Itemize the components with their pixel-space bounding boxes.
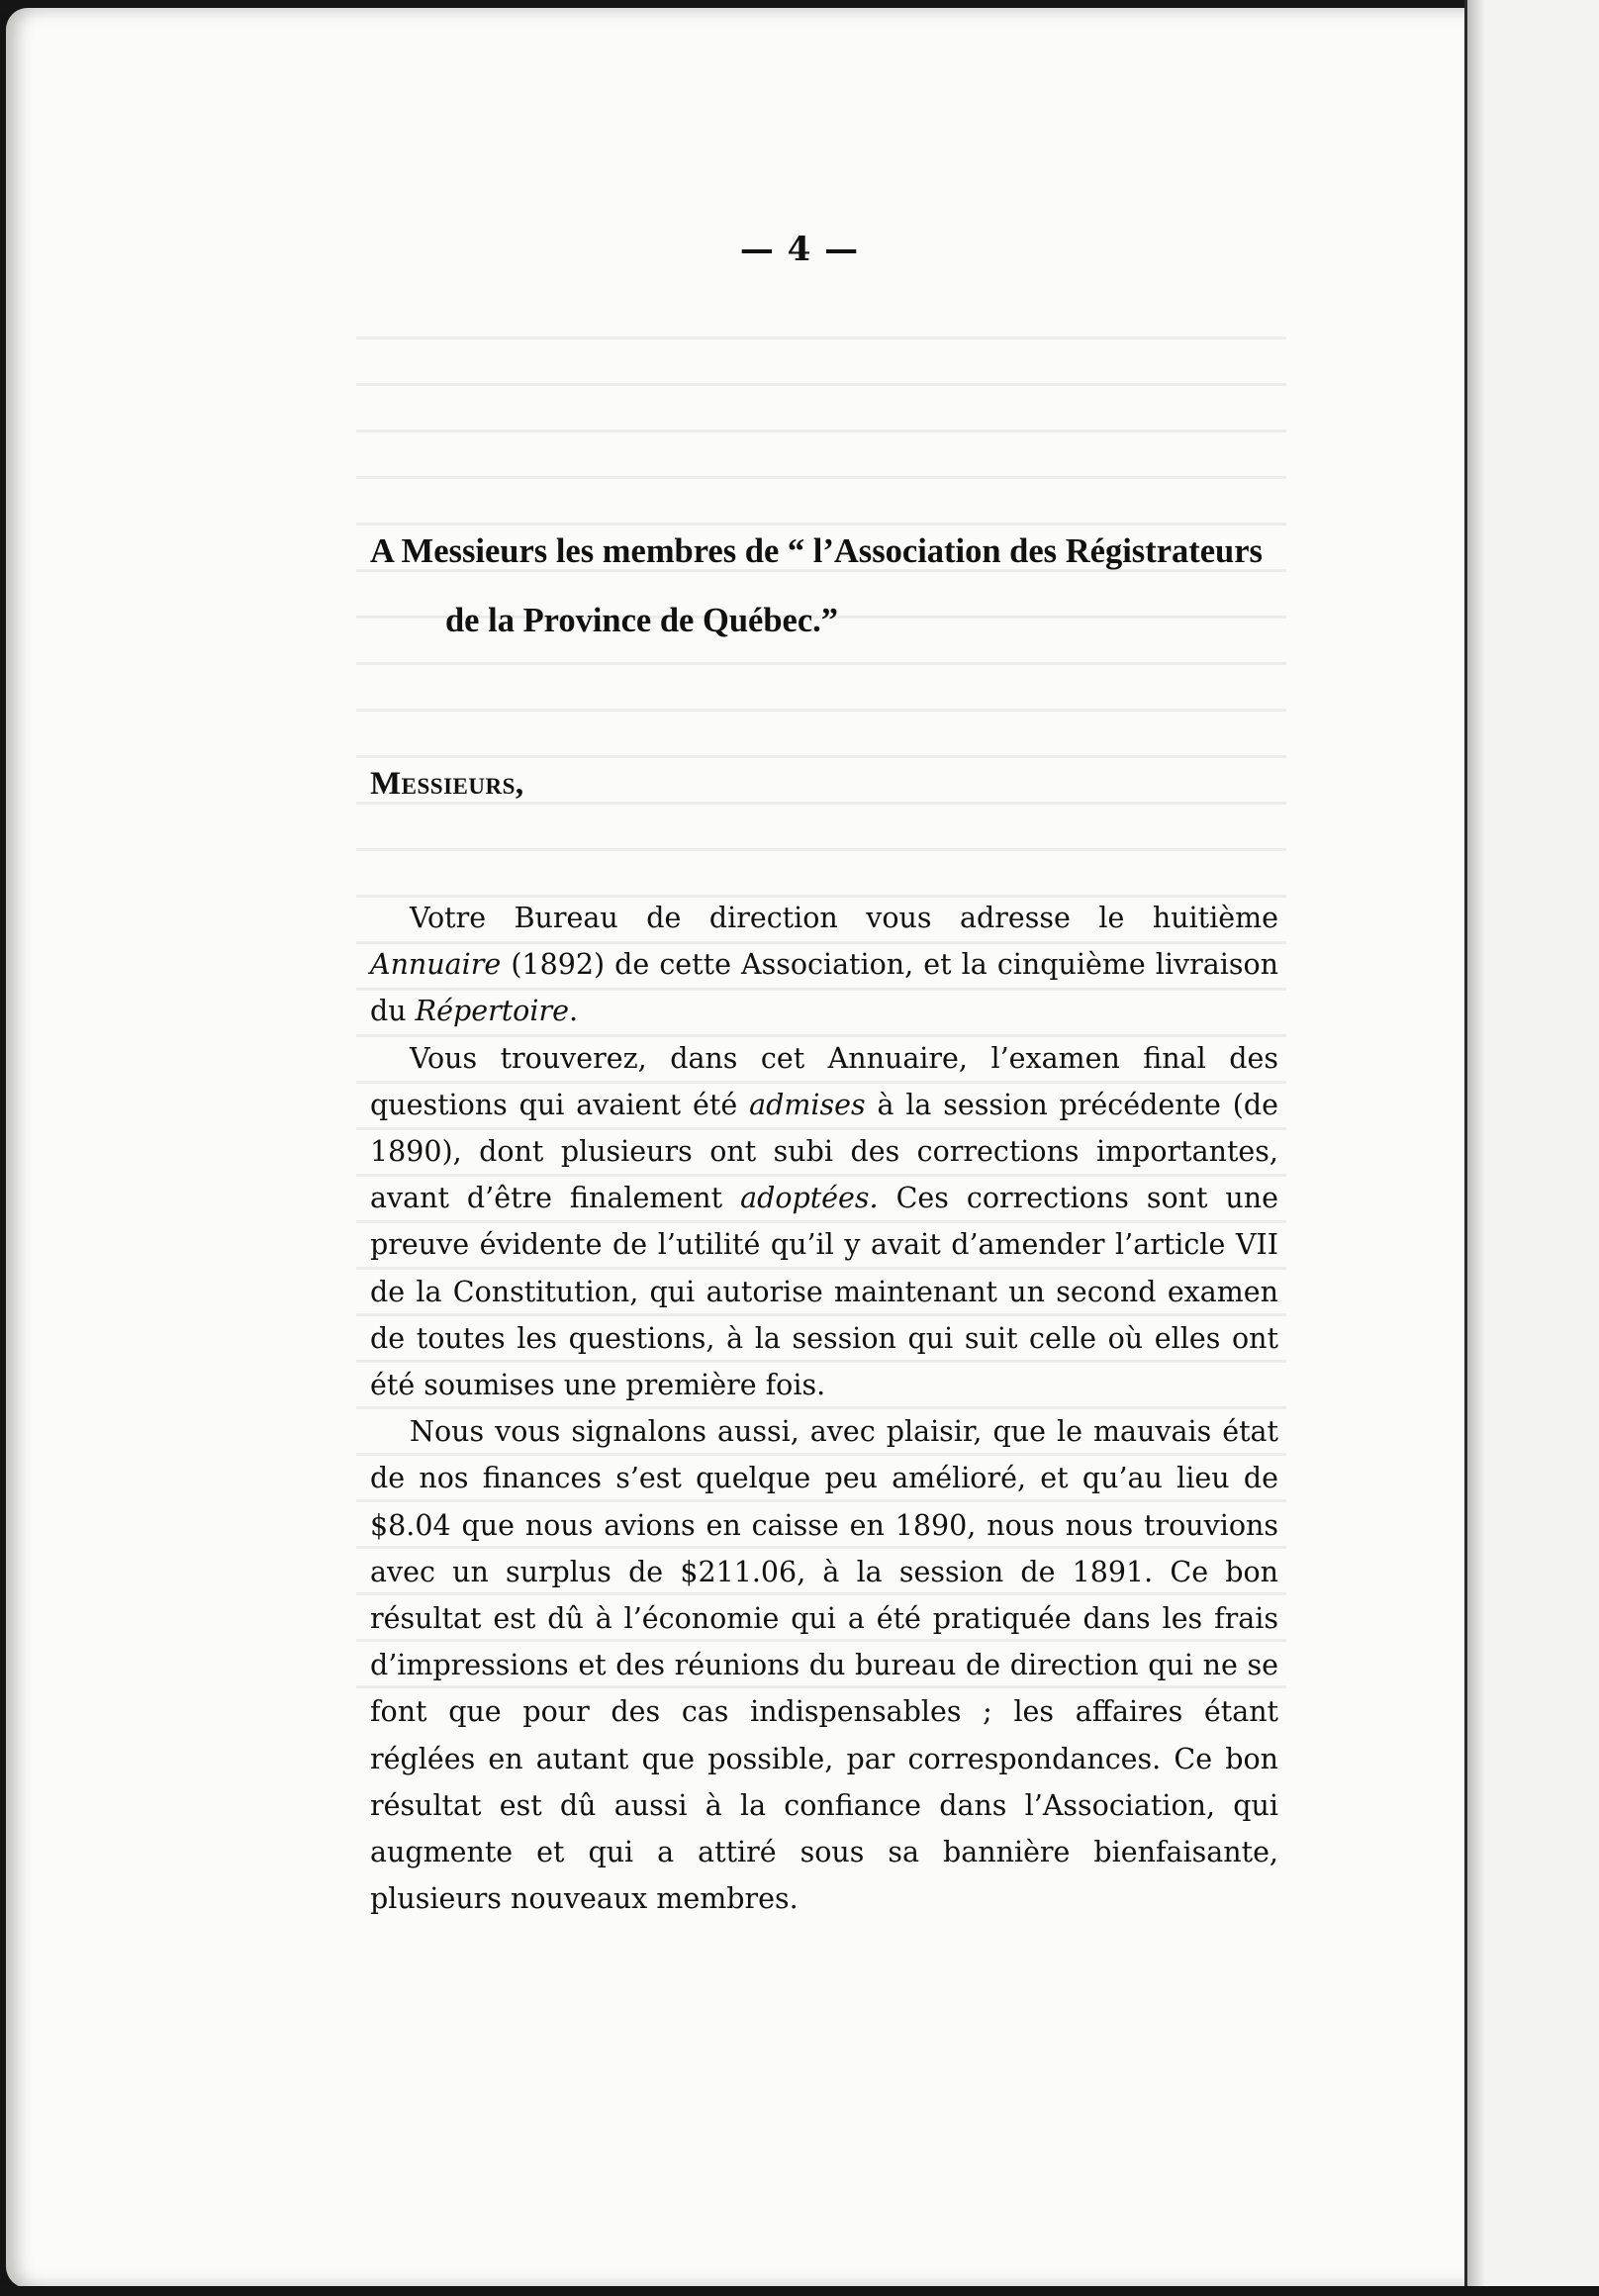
paragraph-1-italic-annuaire: Annuaire bbox=[370, 948, 502, 982]
paragraph-1 bbox=[370, 895, 1278, 1035]
paragraph-2 bbox=[370, 1035, 1278, 1409]
paragraph-2-text-c: Ces corrections sont une preuve évidente de l’utilité qu’il y avait d’amender l’article VII de la Constitution, qui autorise maintenant un second examen de toutes les questions, à la session qui suit celle où elles ont été soumises une première fois. bbox=[370, 1182, 1279, 1402]
paragraph-2-text-b: à la session précédente (de 1890), dont plusieurs ont subi des corrections importantes, avant d’être finalement bbox=[370, 1088, 1278, 1215]
paragraph-1-text-a: Votre Bureau de direction vous adresse le huitième bbox=[410, 902, 1278, 934]
scan-bottom-edge bbox=[0, 2286, 1599, 2296]
page-fold-shadow bbox=[1467, 0, 1485, 2296]
paragraph-1-italic-repertoire: Répertoire bbox=[415, 995, 569, 1028]
address-line-2: de la Province de Québec.” bbox=[445, 602, 839, 639]
paragraph-3-text: Nous vous signalons aussi, avec plaisir, que le mauvais état de nos finances s’est quelque peu amélioré, et qu’au lieu de $8.04 que nous avions en caisse en 1890, nous nous trouvions avec un surplus de $211.06, à la session de 1891. Ce bon résultat est dû à l’économie qui a été pratiquée dans les frais d’impressions et des réunions du bureau de direction qui ne se font que pour des cas indispensables ; les affaires étant réglées en autant que possible, par correspondances. Ce bon résultat est dû aussi à la confiance dans l’Association, qui augmente et qui a attiré sous sa bannière bienfaisante, plusieurs nouveaux membres. bbox=[370, 1415, 1278, 1916]
paragraph-2-italic-adoptees: adoptées. bbox=[740, 1182, 879, 1215]
paragraph-3 bbox=[370, 1408, 1278, 1922]
page-number: — 4 — bbox=[739, 230, 860, 269]
adjacent-sheet-edge bbox=[1464, 0, 1599, 2296]
paragraph-1-text-c: . bbox=[568, 995, 579, 1028]
address-block bbox=[370, 517, 1290, 655]
paragraph-1-text-b: (1892) de cette Association, et la cinquième livraison du bbox=[370, 948, 1278, 1028]
salutation: Messieurs, bbox=[370, 766, 524, 802]
letter-body bbox=[370, 895, 1278, 1922]
address-line-1: A Messieurs les membres de “ l’Association des Régistrateurs bbox=[370, 532, 1263, 570]
paragraph-2-text-a: Vous trouverez, dans cet Annuaire, l’examen final des questions qui avaient été bbox=[370, 1041, 1278, 1121]
paragraph-2-italic-admises: admises bbox=[749, 1088, 866, 1121]
